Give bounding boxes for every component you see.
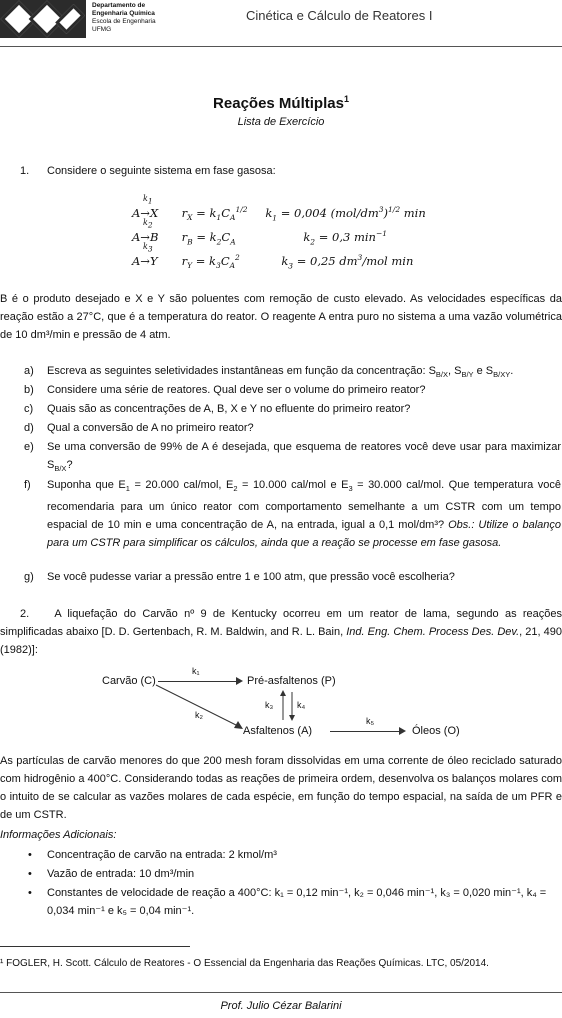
q1-intro: Considere o seguinte sistema em fase gasosa: <box>47 165 276 177</box>
info-list <box>0 846 562 926</box>
node-oleos: Óleos (O) <box>412 725 460 737</box>
bullet-icon: • <box>28 868 32 880</box>
reaction-diagram <box>0 665 562 740</box>
q1-number: 1. <box>20 165 30 177</box>
reaction-2: $k_2$ A→B $r_B = k_2C_A$ $k_2 = 0,3$ $\min^{-1}$ <box>132 218 388 247</box>
item-g: Se você pudesse variar a pressão entre 1 e 100 atm, que pressão você escolheria? <box>47 571 455 583</box>
header-divider <box>0 46 562 47</box>
info-item-2: Vazão de entrada: 10 dm³/min <box>47 868 195 880</box>
label-k3: k₃ <box>265 700 274 710</box>
info-title: Informações Adicionais: <box>0 829 117 841</box>
document-title: Reações Múltiplas$^1$ <box>213 94 349 112</box>
footnote-divider <box>0 946 190 947</box>
item-d: Qual a conversão de A no primeiro reator? <box>47 422 254 434</box>
q2-paragraph: As partículas de carvão menores do que 200 mesh foram dissolvidas em uma corrente de óleo reciclado saturado com hidrogênio a 400°C. Considerando todas as reações de primeira ordem, desenvolva os balanços molares com o intuito de se calcular as vazões molares de cada espécie, em função do tempo espacial, na saída de um PFR e de um CSTR. <box>0 755 562 821</box>
footer-divider <box>0 992 562 993</box>
node-preasfaltenos: Pré-asfaltenos (P) <box>247 675 336 687</box>
q1-paragraph: B é o produto desejado e X e Y são poluentes com remoção de custo elevado. As velocidades específicas da reação estão a 27°C, que é a temperatura do reator. O reagente A entra puro no sistema a uma vazão volumétrica de 10 dm³/min e pressão de 4 atm. <box>0 293 562 341</box>
item-c: Quais são as concentrações de A, B, X e Y no efluente do primeiro reator? <box>47 403 411 415</box>
item-e: Se uma conversão de 99% de A é desejada, que esquema de reatores você deve usar para maximizar $S_{B/X}$? <box>47 441 561 474</box>
header-title: Cinética e Cálculo de Reatores I <box>246 8 433 23</box>
node-carvao: Carvão (C) <box>102 675 156 687</box>
bullet-icon: • <box>28 849 32 861</box>
footer-author: Prof. Julio Cézar Balarini <box>220 1000 342 1012</box>
item-a: Escreva as seguintes seletividades instantâneas em função da concentração: $S_{B/X}$, $S_{B/Y}$ e $S_{B/XY}$. <box>47 365 514 380</box>
logo-text: Departamento de Engenharia Química Escola de Engenharia UFMG <box>92 2 156 33</box>
item-b: Considere uma série de reatores. Qual deve ser o volume do primeiro reator? <box>47 384 426 396</box>
label-k2: k₂ <box>195 710 203 720</box>
reaction-1: $k_1$ A→X $r_X = k_1C_A^{1/2}$ $k_1 = 0,004$ $(mol/dm^3)^{1/2}$ min <box>132 194 426 223</box>
document-subtitle: Lista de Exercício <box>237 116 325 128</box>
arrow-k2 <box>150 683 250 733</box>
label-k5: k₅ <box>366 716 375 726</box>
info-item-1: Concentração de carvão na entrada: 2 kmol/m³ <box>47 849 277 861</box>
logo-mark <box>0 0 86 38</box>
bullet-icon: • <box>28 887 32 899</box>
q2-intro: 2. A liquefação do Carvão nº 9 de Kentucky ocorreu em um reator de lama, segundo as reações simplificadas abaixo [D. D. Gertenbach, R. M. Baldwin, and R. L. Bain, Ind. Eng. Chem. Process Des. Dev., 21, 490 (1982)]: <box>0 608 562 656</box>
label-k1: k₁ <box>192 666 200 676</box>
footnote: ¹ FOGLER, H. Scott. Cálculo de Reatores - O Essencial da Engenharia das Reações Químicas. LTC, 05/2014. <box>0 958 489 969</box>
reaction-3: $k_3$ A→Y $r_Y = k_3C_A^2$ $k_3 = 0,25$ $dm^3$/mol min <box>132 242 414 271</box>
label-k4: k₄ <box>297 700 306 710</box>
item-f: Suponha que $E_1 = 20.000$ cal/mol, $E_2 = 10.000$ cal/mol e $E_3 = 30.000$ cal/mol. Que temperatura você recomendaria para um único reator com comportamento semelhante a um CSTR com um tempo espacial de 10 min e uma concentração de A, na entrada, igual a 0,1 mol/dm³? Obs.: Utilize o balanço para um CSTR para simplificar os cálculos, ainda que a reação se processe em fase gasosa. <box>47 479 561 550</box>
department-logo <box>0 0 156 38</box>
node-asfaltenos: Asfaltenos (A) <box>243 725 313 737</box>
info-item-3: Constantes de velocidade de reação a 400°C: k₁ = 0,12 min⁻¹, k₂ = 0,046 min⁻¹, k₃ = 0,020 min⁻¹, k₄ = 0,034 min⁻¹ e k₅ = 0,04 min⁻¹. <box>47 887 547 917</box>
q1-items: a) Escreva as seguintes seletividades instantâneas em função da concentração: $S_{B/X}$, $S_{B/Y}$ e $S_{B/XY}$. b) Considere uma série de reatores. Qual deve ser o volume do primeiro reator? c) Quais são as concentrações de A, B, X e Y no efluente do primeiro reator? d) Qual a conversão de A no primeiro reator? e) Se uma conversão de 99% de A é desejada, que esquema de reatores você deve usar para maximizar $S_{B/X}$? f) Suponha que $E_1 = 20.000$ cal/mol, $E_2 = 10.000$ cal/mol e $E_3 = 30.000$ cal/mol. Que temperatura você recomendaria para um único reator com comportamento semelhante a um CSTR com um tempo espacial de 10 min e uma concentração de A, na entrada, igual a 0,1 mol/dm³? Obs.: Utilize o balanço para um CSTR para simplificar os cálculos, ainda que a reação se processe em fase gasosa. g) Se você pudesse variar a pressão entre 1 e 100 atm, que pressão você escolheria? <box>0 362 562 582</box>
arrow-k3-k4 <box>278 690 298 722</box>
